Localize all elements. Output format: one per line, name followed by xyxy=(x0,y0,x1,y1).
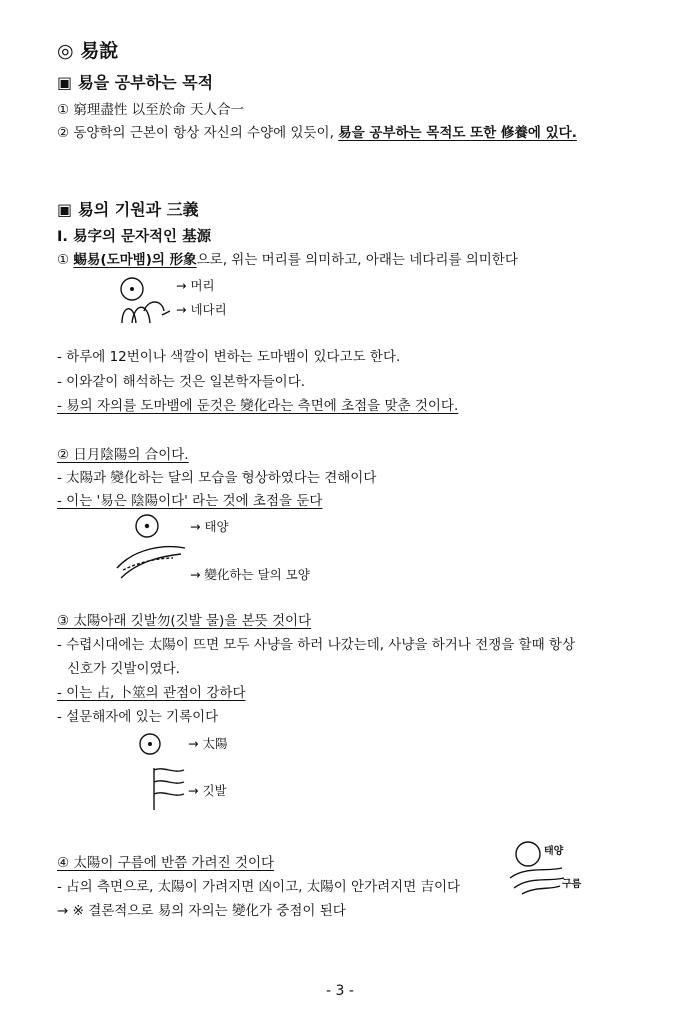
bullet-2: - 이와같이 해석하는 것은 일본학자들이다. xyxy=(57,374,306,390)
flag-icon xyxy=(150,764,190,814)
bullet-8: - 설문해자에 있는 기록이다 xyxy=(57,709,219,725)
fig4-sun-label: 태양 xyxy=(544,846,564,857)
fig1-head-label: → 머리 xyxy=(176,278,215,293)
conclusion-line: → ※ 결론적으로 易의 자의는 變化가 중점이 된다 xyxy=(57,903,346,919)
subheading-character-origin: Ⅰ. 易字의 문자적인 基源 xyxy=(57,229,212,245)
item-3: ③ 太陽아래 깃발勿(깃발 물)을 본뜻 것이다 xyxy=(57,613,312,629)
section-heading-origin: ▣ 易의 기원과 三義 xyxy=(57,200,199,219)
bullet-6-continuation: 신호가 깃발이였다. xyxy=(67,661,180,677)
bullet-1: - 하루에 12번이나 색깔이 변하는 도마뱀이 있다고도 한다. xyxy=(57,349,401,365)
item-1-number: ① xyxy=(57,252,74,268)
fig1-legs-label: → 네다리 xyxy=(176,302,227,317)
item-4: ④ 太陽이 구름에 반쯤 가려진 것이다 xyxy=(57,855,275,871)
bullet-6: - 수렵시대에는 太陽이 뜨면 모두 사냥을 하러 나갔는데, 사냥을 하거나 전쟁을 할때 항상 xyxy=(57,637,576,653)
bullet-4: - 太陽과 變化하는 달의 모습을 형상하였다는 견해이다 xyxy=(57,470,377,486)
item-1-rest: 으로, 위는 머리를 의미하고, 아래는 네다리를 의미한다 xyxy=(196,252,518,268)
bullet-3: - 易의 자의를 도마뱀에 둔것은 變化라는 측면에 초점을 맞춘 것이다. xyxy=(57,398,459,414)
purpose-line-2-start: ② 동양학의 근본이 항상 자신의 수양에 있듯이, xyxy=(57,125,339,141)
fig3-flag-label: → 깃발 xyxy=(188,783,227,798)
purpose-line-2-underlined: 易을 공부하는 목적도 또한 修養에 있다. xyxy=(338,125,577,141)
fig2-moon-label: → 變化하는 달의 모양 xyxy=(190,567,310,582)
item-1-underlined: 蜴易(도마뱀)의 形象 xyxy=(73,252,197,268)
sun-icon xyxy=(138,732,164,758)
item-2: ② 日月陰陽의 合이다. xyxy=(57,447,189,463)
fig2-sun-label: → 태양 xyxy=(190,519,229,534)
bullet-9: - 占의 측면으로, 太陽이 가려지면 凶이고, 太陽이 안가려지면 吉이다 xyxy=(57,879,461,895)
sun-moon-figure-icon xyxy=(115,512,195,592)
page-title: ◎ 易說 xyxy=(57,40,119,62)
fig3-sun-label: → 太陽 xyxy=(188,736,228,751)
page-number: - 3 - xyxy=(326,983,354,999)
purpose-line-1: ① 窮理盡性 以至於命 天人合一 xyxy=(57,102,244,118)
lizard-figure-icon xyxy=(118,275,178,325)
bullet-5: - 이는 '易은 陰陽이다' 라는 것에 초점을 둔다 xyxy=(57,493,323,509)
fig4-cloud-label: 구름 xyxy=(562,879,582,890)
bullet-7: - 이는 占, 卜筮의 관점이 강하다 xyxy=(57,685,246,701)
purpose-line-2 xyxy=(57,124,577,142)
section-heading-purpose: ▣ 易을 공부하는 목적 xyxy=(57,73,214,92)
item-1 xyxy=(57,251,518,269)
